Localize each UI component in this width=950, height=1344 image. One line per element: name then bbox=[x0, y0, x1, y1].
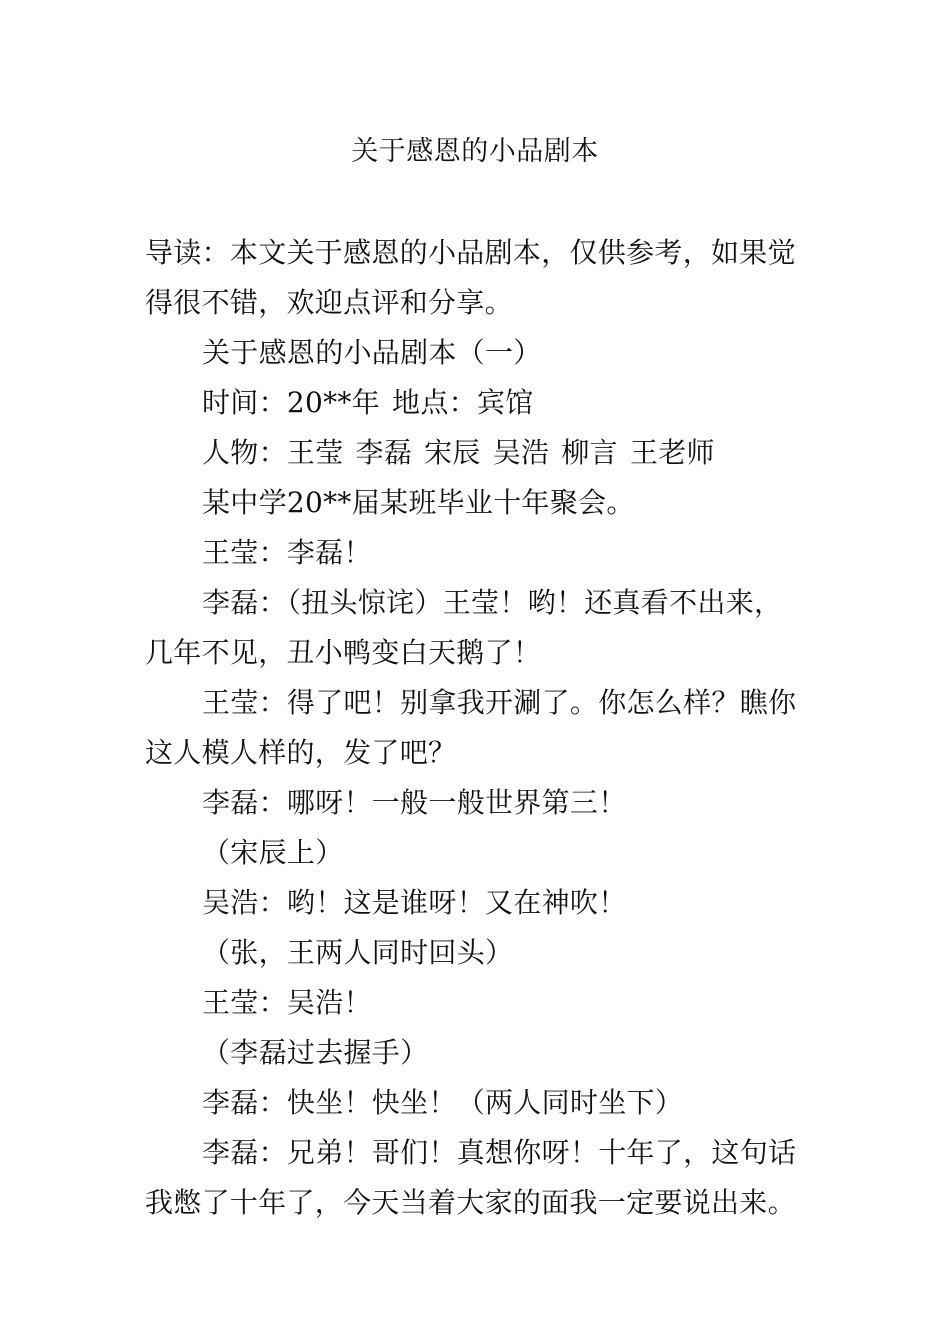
character-name: 李磊 bbox=[355, 436, 413, 469]
place-text: 地点：宾馆 bbox=[392, 386, 534, 419]
stage-direction: （宋辰上） bbox=[202, 836, 344, 869]
character-name: 宋辰 bbox=[424, 436, 481, 469]
characters-line bbox=[145, 428, 807, 478]
time-place-line bbox=[145, 378, 807, 428]
character-name: 柳言 bbox=[561, 436, 618, 469]
section-title: 关于感恩的小品剧本（一） bbox=[202, 336, 542, 369]
character-name: 王莹 bbox=[286, 436, 344, 469]
time-text: 时间：20**年 bbox=[202, 386, 381, 419]
dialogue-line: 李磊：兄弟！哥们！真想你呀！十年了，这句话我憋了十年了，今天当着大家的面我一定要说出来。 bbox=[145, 1136, 797, 1219]
dialogue-line: 王莹：吴浩！ bbox=[202, 986, 372, 1019]
dialogue-line: 王莹：李磊！ bbox=[202, 536, 372, 569]
dialogue-line: 李磊：（扭头惊诧）王莹！哟！还真看不出来，几年不见，丑小鸭变白天鹅了！ bbox=[145, 586, 783, 669]
document-body bbox=[145, 228, 807, 1228]
scene-description: 某中学20**届某班毕业十年聚会。 bbox=[202, 486, 635, 519]
dialogue-line: 吴浩：哟！这是谁呀！又在神吹！ bbox=[202, 886, 627, 919]
document-title: 关于感恩的小品剧本 bbox=[351, 136, 599, 167]
character-name: 王老师 bbox=[629, 436, 715, 469]
dialogue-line: 王莹：得了吧！别拿我开涮了。你怎么样？瞧你这人模人样的，发了吧？ bbox=[145, 686, 797, 769]
stage-direction: （李磊过去握手） bbox=[202, 1036, 429, 1069]
intro-paragraph: 导读：本文关于感恩的小品剧本，仅供参考，如果觉得很不错，欢迎点评和分享。 bbox=[145, 236, 796, 319]
dialogue-line: 李磊：哪呀！一般一般世界第三！ bbox=[202, 786, 627, 819]
character-name: 吴浩 bbox=[492, 436, 550, 469]
stage-direction: （张，王两人同时回头） bbox=[202, 936, 514, 969]
characters-label: 人物： bbox=[202, 436, 287, 469]
dialogue-line: 李磊：快坐！快坐！（两人同时坐下） bbox=[202, 1086, 684, 1119]
